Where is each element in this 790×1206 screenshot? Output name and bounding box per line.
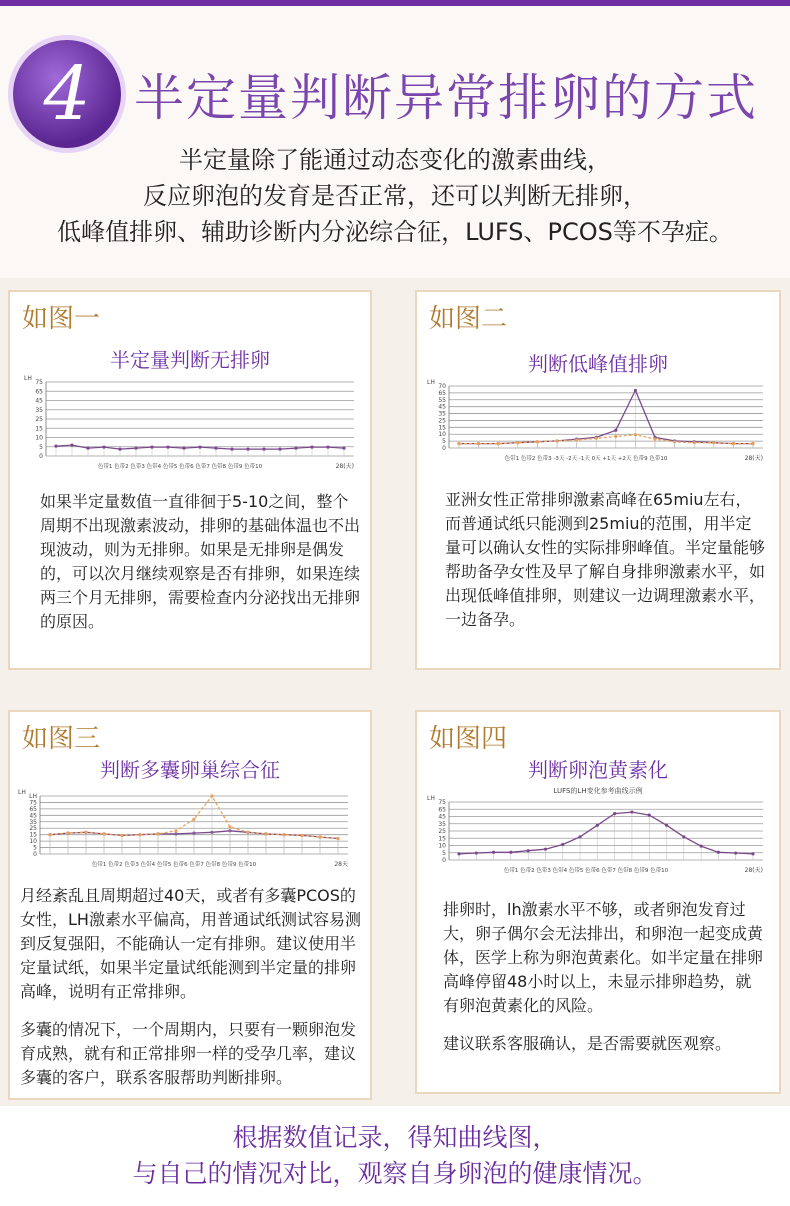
- y-tick-label: 25: [438, 417, 446, 425]
- card-body: [443, 898, 767, 1056]
- data-point: [102, 832, 105, 835]
- y-tick-label: 10: [35, 434, 43, 442]
- x-axis-caption: 色带1 色带2 色带3 -3天 -2天 -1天 0天 +1天 +2天 色带9 色带10: [504, 456, 668, 462]
- data-point: [751, 852, 754, 855]
- y-tick-label: 75: [29, 799, 37, 807]
- y-tick-label: LH: [29, 793, 37, 800]
- y-tick-label: 45: [29, 812, 37, 820]
- data-point: [264, 832, 267, 835]
- card-paragraph: 月经紊乱且周期超过40天，或者有多囊PCOS的女性，LH激素水平偏高，用普通试纸测试容易测到反复强阳，不能确认一定有排卵。建议使用半定量试纸，如果半定量试纸能测到半定量的排卵高峰，说明有正常排卵。: [20, 886, 361, 1001]
- data-point: [166, 446, 169, 449]
- data-point: [54, 445, 57, 448]
- data-point: [648, 814, 651, 817]
- closing-line: 根据数值记录，得知曲线图，: [232, 1123, 558, 1152]
- y-tick-label: 75: [35, 379, 43, 386]
- data-point: [156, 832, 159, 835]
- data-point: [228, 825, 231, 828]
- y-tick-label: 25: [29, 825, 37, 833]
- card-paragraph: 建议联系客服确认，是否需要就医观察。: [443, 1034, 732, 1053]
- x-axis-end-label: 28(天): [335, 463, 354, 470]
- y-tick-label: 25: [438, 828, 446, 835]
- data-point: [86, 447, 89, 450]
- data-point: [634, 389, 637, 392]
- intro-text: [20, 142, 770, 250]
- y-tick-label: 15: [438, 424, 446, 432]
- card-body: [20, 884, 366, 1090]
- data-point: [578, 835, 581, 838]
- data-point: [282, 833, 285, 836]
- series-line: [459, 812, 753, 854]
- y-tick-label: 45: [438, 813, 446, 821]
- card-figure-2: [415, 290, 781, 670]
- data-point: [84, 831, 87, 834]
- y-axis-label: LH: [24, 375, 32, 382]
- intro-line: 低峰值排卵、辅助诊断内分泌综合征，LUFS、PCOS等不孕症。: [57, 218, 733, 246]
- data-point: [214, 447, 217, 450]
- data-point: [536, 440, 539, 443]
- card-paragraph: 排卵时，lh激素水平不够，或者卵泡发育过大，卵子偶尔会无法排出，和卵泡一起变成黄体，医学上称为卵泡黄素化。如半定量在排卵高峰停留48小时以上，未显示排卵趋势，就有卵泡黄素化的风险。: [443, 900, 764, 1015]
- data-point: [210, 794, 213, 797]
- x-axis-caption: 色带1 色带2 色带3 色带4 色带5 色带6 色带7 色带8 色带9 色带10: [503, 868, 669, 874]
- data-point: [294, 447, 297, 450]
- data-point: [310, 446, 313, 449]
- y-tick-label: 5: [39, 443, 43, 451]
- data-point: [174, 829, 177, 832]
- data-point: [734, 851, 737, 854]
- data-point: [630, 810, 633, 813]
- card-body: [40, 490, 360, 634]
- data-point: [516, 441, 519, 444]
- y-tick-label: 5: [33, 844, 37, 852]
- card-subtitle: 半定量判断无排卵: [110, 348, 270, 372]
- data-point: [613, 812, 616, 815]
- data-point: [492, 851, 495, 854]
- data-point: [682, 835, 685, 838]
- card-subtitle: 判断卵泡黄素化: [528, 758, 668, 782]
- card-figure-1: [8, 290, 372, 670]
- card-label: 如图四: [429, 724, 508, 754]
- y-tick-label: 70: [438, 383, 446, 390]
- intro-line: 反应卵泡的发育是否正常，还可以判断无排卵，: [143, 182, 647, 210]
- card-body: [445, 488, 767, 632]
- page-title: 半定量判断异常排卵的方式: [134, 69, 758, 127]
- data-point: [509, 851, 512, 854]
- data-point: [134, 447, 137, 450]
- data-point: [66, 832, 69, 835]
- data-point: [665, 824, 668, 827]
- y-tick-label: 15: [438, 835, 446, 843]
- card-figure-3: [8, 710, 372, 1100]
- y-tick-label: 65: [438, 806, 446, 814]
- data-point: [751, 442, 754, 445]
- lh-chart: [22, 372, 362, 476]
- y-tick-label: 65: [438, 389, 446, 397]
- y-tick-label: 15: [29, 831, 37, 839]
- data-point: [336, 837, 339, 840]
- data-point: [614, 435, 617, 438]
- data-point: [192, 818, 195, 821]
- data-point: [300, 834, 303, 837]
- data-point: [653, 438, 656, 441]
- y-tick-label: 10: [29, 838, 37, 846]
- data-point: [457, 442, 460, 445]
- data-point: [278, 447, 281, 450]
- card-figure-4: [415, 710, 781, 1094]
- y-tick-label: 65: [35, 388, 43, 396]
- y-tick-label: 65: [29, 805, 37, 813]
- y-tick-label: 35: [29, 818, 37, 826]
- y-tick-label: 35: [35, 406, 43, 414]
- data-point: [634, 433, 637, 436]
- card-paragraph: 如果半定量数值一直徘徊于5-10之间，整个周期不出现激素波动，排卵的基础体温也不出现波动，则为无排卵。如果是无排卵是偶发的，可以次月继续观察是否有排卵，如果连续两三个月无排卵，需要检查内分泌找出无排卵的原因。: [40, 492, 361, 631]
- y-tick-label: 15: [35, 425, 43, 433]
- data-point: [673, 440, 676, 443]
- y-tick-label: 0: [442, 857, 446, 864]
- data-point: [561, 843, 564, 846]
- data-point: [48, 833, 51, 836]
- data-point: [555, 439, 558, 442]
- data-point: [198, 446, 201, 449]
- data-point: [182, 447, 185, 450]
- y-tick-label: 5: [442, 438, 446, 446]
- card-subtitle: 判断低峰值排卵: [528, 352, 668, 376]
- data-point: [732, 442, 735, 445]
- section-number-badge: [13, 40, 121, 148]
- lh-chart: [425, 784, 771, 880]
- data-point: [477, 442, 480, 445]
- y-tick-label: 35: [438, 820, 446, 828]
- y-tick-label: 45: [438, 403, 446, 411]
- data-point: [230, 447, 233, 450]
- data-point: [120, 834, 123, 837]
- badge-number: 4: [43, 51, 91, 137]
- y-tick-label: 5: [442, 849, 446, 857]
- y-tick-label: 0: [39, 453, 43, 460]
- lh-chart: [16, 786, 356, 874]
- data-point: [527, 849, 530, 852]
- data-point: [614, 429, 617, 432]
- y-tick-label: 55: [438, 396, 446, 404]
- data-point: [246, 831, 249, 834]
- data-point: [150, 446, 153, 449]
- data-point: [457, 852, 460, 855]
- card-label: 如图一: [22, 304, 101, 334]
- lh-chart: [425, 376, 771, 468]
- y-tick-label: 10: [438, 431, 446, 439]
- data-point: [342, 447, 345, 450]
- y-tick-label: 75: [438, 799, 446, 806]
- data-point: [70, 444, 73, 447]
- data-point: [138, 833, 141, 836]
- y-tick-label: 0: [442, 445, 446, 452]
- card-paragraph: 亚洲女性正常排卵激素高峰在65miu左右，而普通试纸只能测到25miu的范围，用半定量可以确认女性的实际排卵峰值。半定量能够帮助备孕女性及早了解自身排卵激素水平，如出现低峰值排卵，则建议一边调理激素水平，一边备孕。: [445, 490, 766, 629]
- y-tick-label: 25: [35, 416, 43, 423]
- data-point: [497, 442, 500, 445]
- series-line: [459, 435, 753, 444]
- data-point: [326, 446, 329, 449]
- data-point: [475, 851, 478, 854]
- x-axis-end-label: 28天: [334, 861, 348, 868]
- x-axis-caption: 色带1 色带2 色带3 色带4 色带5 色带6 色带7 色带8 色带9 色带10: [91, 862, 257, 868]
- chart-title: LUFS的LH变化参考曲线示例: [553, 787, 643, 795]
- card-label: 如图三: [22, 724, 101, 754]
- data-point: [712, 441, 715, 444]
- y-axis-label: LH: [427, 379, 435, 386]
- data-point: [544, 848, 547, 851]
- data-point: [246, 447, 249, 450]
- closing-text: [0, 1120, 790, 1192]
- data-point: [693, 441, 696, 444]
- data-point: [700, 844, 703, 847]
- y-axis-label: LH: [427, 795, 435, 802]
- data-point: [595, 437, 598, 440]
- intro-line: 半定量除了能通过动态变化的激素曲线，: [179, 146, 611, 174]
- y-tick-label: 10: [438, 842, 446, 850]
- y-tick-label: 45: [35, 397, 43, 405]
- x-axis-end-label: 28(天): [744, 455, 763, 462]
- data-point: [717, 851, 720, 854]
- data-point: [596, 824, 599, 827]
- card-label: 如图二: [429, 304, 508, 334]
- closing-line: 与自己的情况对比，观察自身卵泡的健康情况。: [132, 1159, 658, 1188]
- series-line: [459, 390, 753, 443]
- y-tick-label: 35: [438, 410, 446, 418]
- x-axis-caption: 色带1 色带2 色带3 色带4 色带5 色带6 色带7 色带8 色带9 色带10: [97, 464, 263, 470]
- x-axis-end-label: 28(天): [744, 867, 763, 874]
- y-axis-label: LH: [18, 789, 26, 796]
- card-subtitle: 判断多囊卵巢综合征: [100, 758, 280, 782]
- data-point: [262, 447, 265, 450]
- data-point: [575, 438, 578, 441]
- data-point: [318, 835, 321, 838]
- data-point: [118, 447, 121, 450]
- data-point: [102, 446, 105, 449]
- y-tick-label: 0: [33, 851, 37, 858]
- card-paragraph: 多囊的情况下，一个周期内，只要有一颗卵泡发育成熟，就有和正常排卵一样的受孕几率，建议多囊的客户，联系客服帮助判断排卵。: [20, 1020, 357, 1087]
